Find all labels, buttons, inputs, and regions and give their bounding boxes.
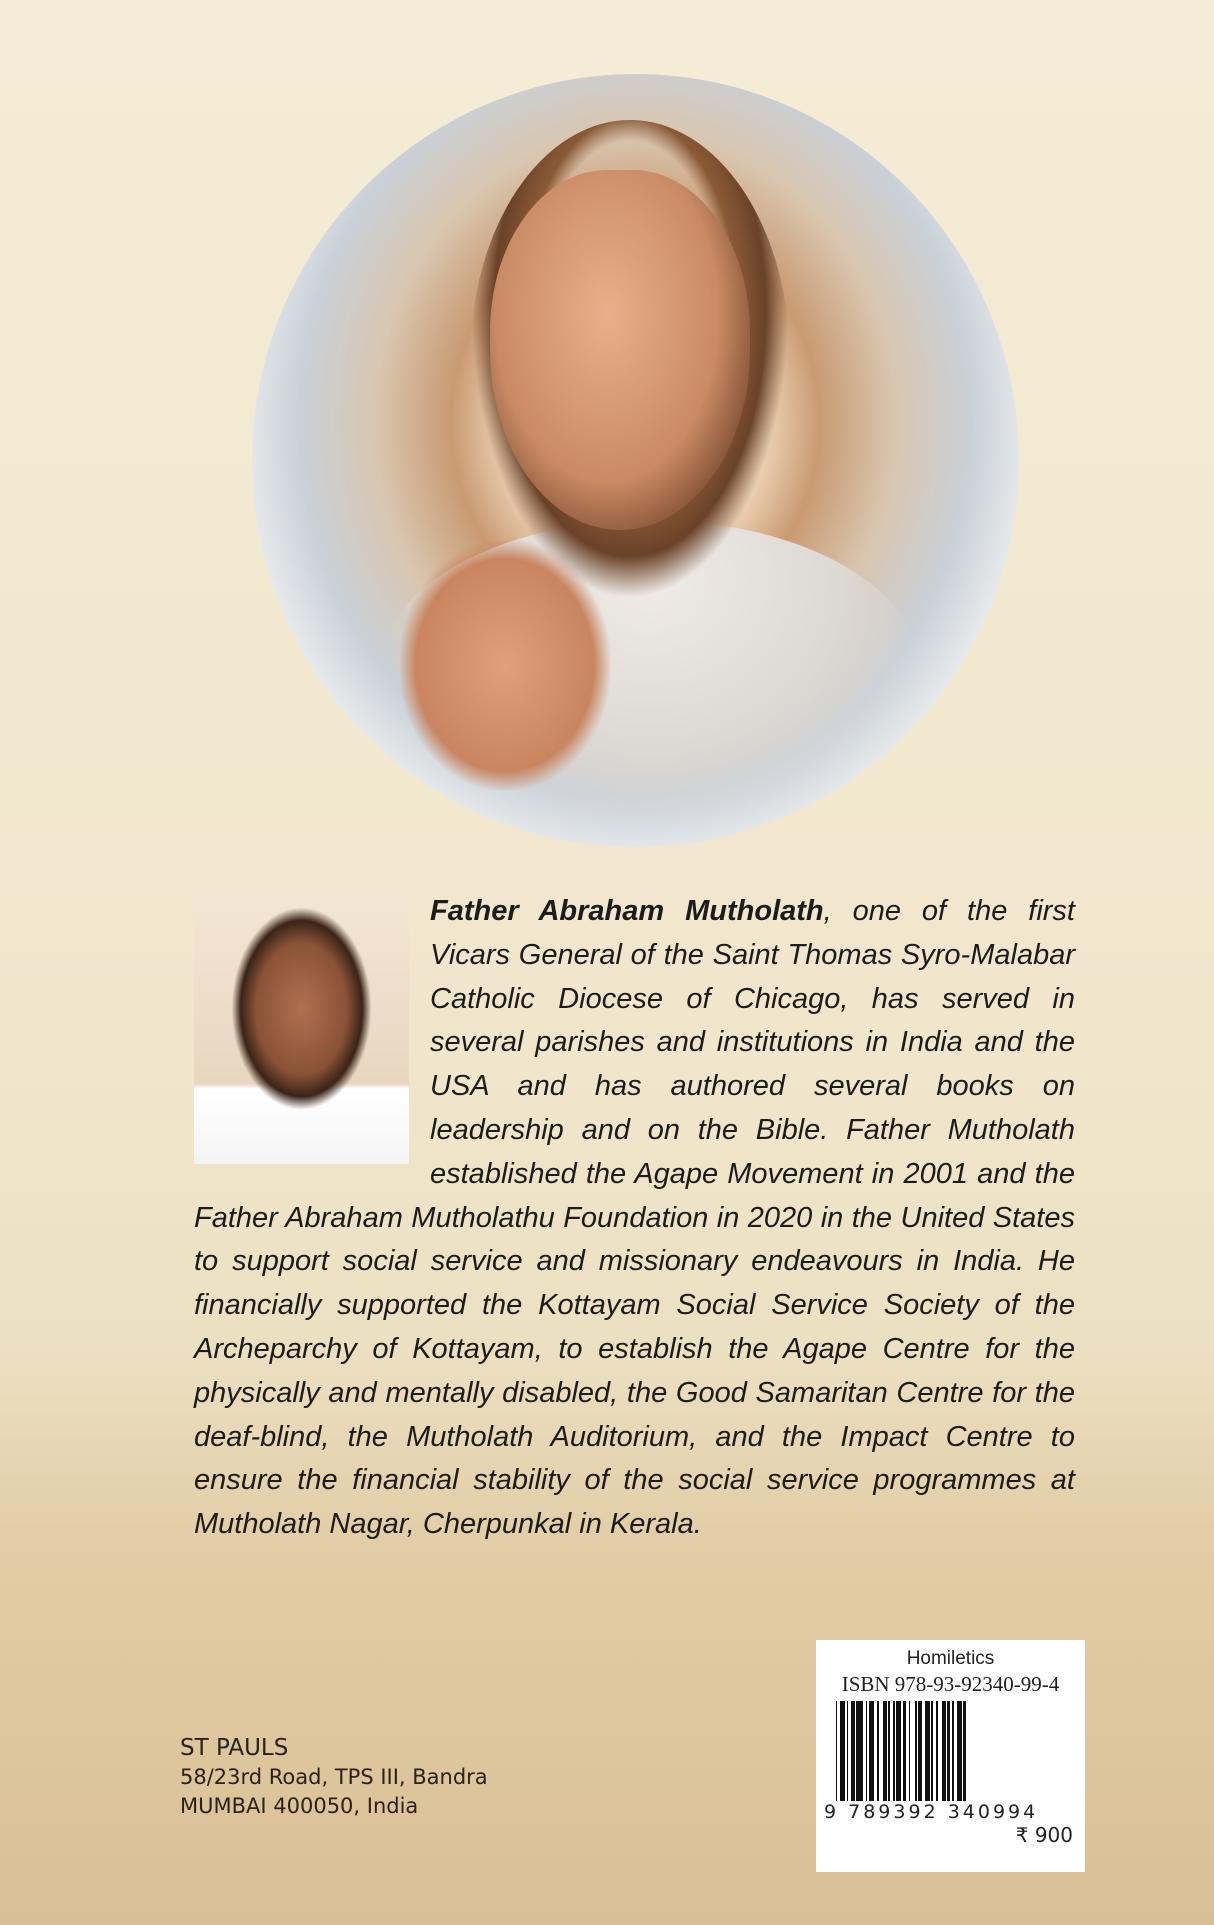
portrait-face: [490, 170, 750, 530]
author-bio-text: , one of the first Vicars General of the Saint Thomas Syro-Malabar Catholic Diocese of Chicago, has served in several parishes and institutions in India and the USA and has authored several books on leadership and on the Bible. Father Mutholath established the Agape Movement in 2001 and the Father Abraham Mutholathu Foundation in 2020 in the United States to support social service and missionary endeavours in India. He financially supported the Kottayam Social Service Society of the Archeparchy of Kottayam, to establish the Agape Centre for the physically and mentally disabled, the Good Samaritan Centre for the deaf-blind, the Mutholath Auditorium, and the Impact Centre to ensure the financial stability of the social service programmes at Mutholath Nagar, Cherpunkal in Kerala.: [194, 895, 1075, 1541]
portrait-praying-hands: [400, 540, 610, 790]
publisher-name: ST PAULS: [180, 1735, 289, 1761]
barcode-bar: [966, 1701, 968, 1801]
isbn-label: ISBN 978-93-92340-99-4: [841, 1672, 1060, 1696]
publisher-info: [180, 1734, 488, 1821]
publisher-address-2: MUMBAI 400050, India: [180, 1794, 419, 1818]
barcode-box: [816, 1640, 1085, 1872]
barcode-bars: [836, 1701, 1066, 1801]
author-bio: [194, 890, 1075, 1547]
author-name: Father Abraham Mutholath: [430, 895, 824, 927]
book-category: Homiletics: [906, 1648, 995, 1669]
publisher-address-1: 58/23rd Road, TPS III, Bandra: [180, 1765, 488, 1789]
price-label: ₹ 900: [1015, 1823, 1073, 1847]
barcode-digits: 9 789392 340994: [824, 1801, 1039, 1823]
